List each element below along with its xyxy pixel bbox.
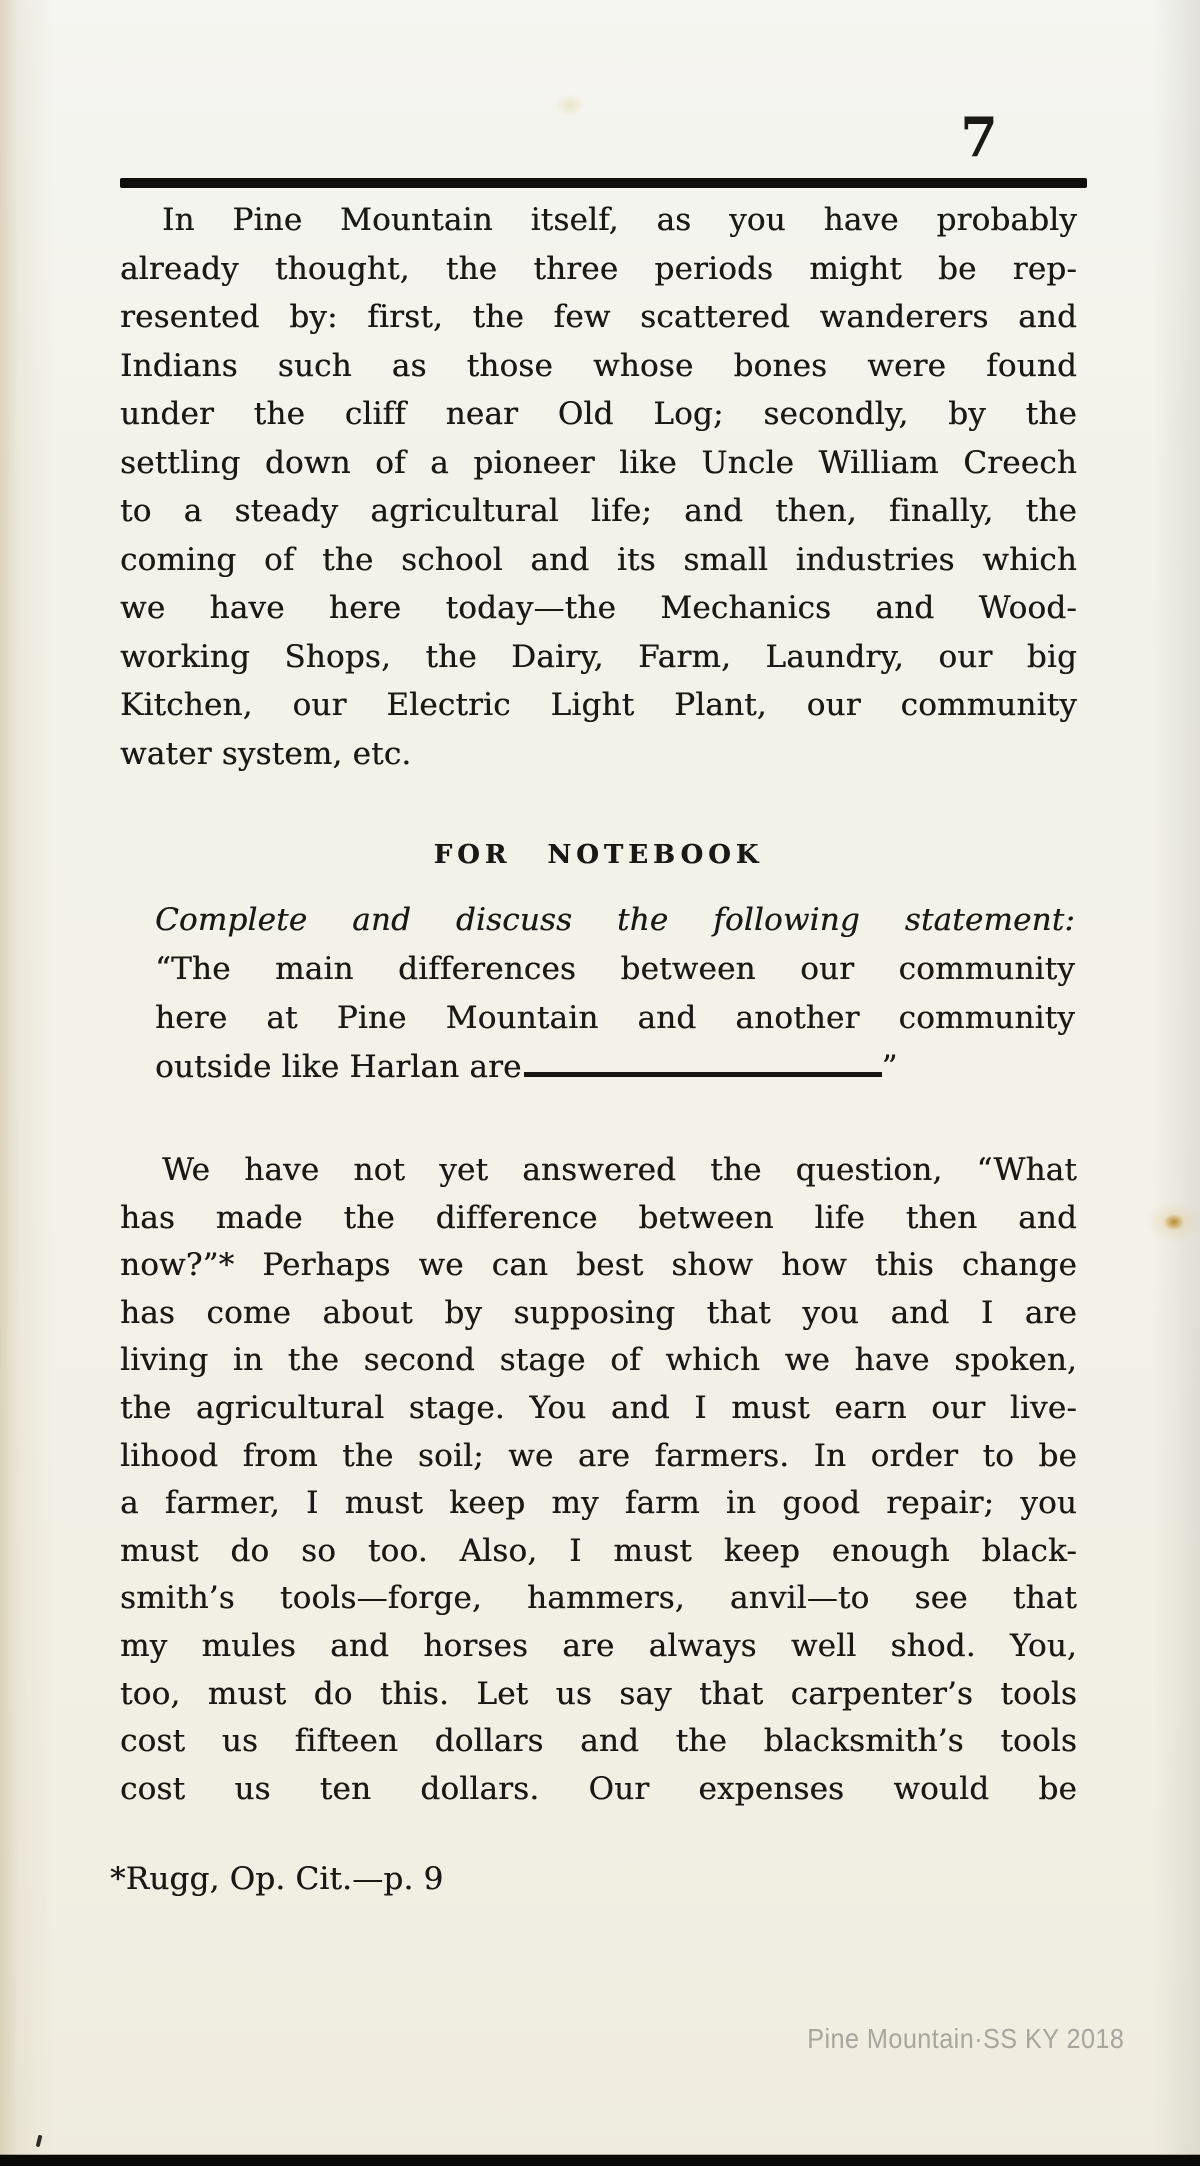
page-number: 7 (960, 105, 998, 169)
paragraph-line: water system, etc. (120, 735, 412, 772)
notebook-exercise-block (155, 896, 1075, 1092)
paragraph-line: too, must do this. Let us say that carpenter’s tools (120, 1675, 1077, 1712)
closing-quote-mark: ” (881, 1049, 898, 1085)
paragraph-line: settling down of a pioneer like Uncle William Creech (120, 444, 1077, 481)
archive-watermark: Pine Mountain·SS KY 2018 (806, 2023, 1124, 2054)
quote-last-line (155, 1043, 1075, 1092)
paragraph-line: already thought, the three periods might be rep- (120, 250, 1077, 287)
notebook-instruction: Complete and discuss the following statement: (155, 902, 1075, 938)
paragraph-line: my mules and horses are always well shod. You, (120, 1627, 1077, 1664)
paragraph-line: has come about by supposing that you and I are (120, 1294, 1077, 1331)
paragraph-line: we have here today—the Mechanics and Wood- (120, 590, 1077, 626)
quote-line: “The main differences between our community (155, 951, 1075, 987)
paragraph-line: lihood from the soil; we are farmers. In order to be (120, 1437, 1077, 1474)
fill-in-blank-line (524, 1050, 882, 1077)
paragraph-intro-periods (120, 196, 1077, 778)
paragraph-line: the agricultural stage. You and I must earn our live- (120, 1389, 1077, 1426)
paragraph-line: We have not yet answered the question, “What (162, 1152, 1077, 1188)
quote-last-prefix: outside like Harlan are (155, 1049, 522, 1085)
paragraph-line: living in the second stage of which we have spoken, (120, 1342, 1077, 1379)
ink-speck (36, 2135, 43, 2148)
paragraph-line: coming of the school and its small industries which (120, 541, 1077, 578)
notebook-quote-lines (155, 945, 1075, 1043)
paragraph-line: In Pine Mountain itself, as you have probably (162, 202, 1077, 238)
paragraph-line: resented by: first, the few scattered wanderers and (120, 299, 1077, 335)
paragraph-line: working Shops, the Dairy, Farm, Laundry, our big (120, 638, 1077, 675)
paragraph-line: under the cliff near Old Log; secondly, by the (120, 396, 1077, 432)
header-rule (120, 178, 1087, 188)
paragraph-line: must do so too. Also, I must keep enough black- (120, 1532, 1077, 1569)
quote-line: here at Pine Mountain and another community (155, 1000, 1075, 1036)
paragraph-line: Indians such as those whose bones were found (120, 347, 1077, 384)
paragraph-line: cost us fifteen dollars and the blacksmith’s tools (120, 1723, 1077, 1760)
paragraph-line: Kitchen, our Electric Light Plant, our community (120, 687, 1077, 723)
footnote-citation: *Rugg, Op. Cit.—p. 9 (110, 1861, 444, 1897)
paragraph-line: cost us ten dollars. Our expenses would be (120, 1770, 1077, 1807)
paragraph-line: a farmer, I must keep my farm in good repair; you (120, 1485, 1077, 1522)
notebook-heading: FOR NOTEBOOK (433, 840, 764, 870)
paragraph-line: now?”* Perhaps we can best show how this change (120, 1247, 1077, 1284)
paragraph-line: to a steady agricultural life; and then, finally, the (120, 493, 1077, 529)
paragraph-line: smith’s tools—forge, hammers, anvil—to see that (120, 1580, 1077, 1617)
scan-edge-strip (0, 2155, 1200, 2166)
paragraph-farmers-example (120, 1147, 1077, 1813)
paragraph-line: has made the difference between life then and (120, 1199, 1077, 1236)
